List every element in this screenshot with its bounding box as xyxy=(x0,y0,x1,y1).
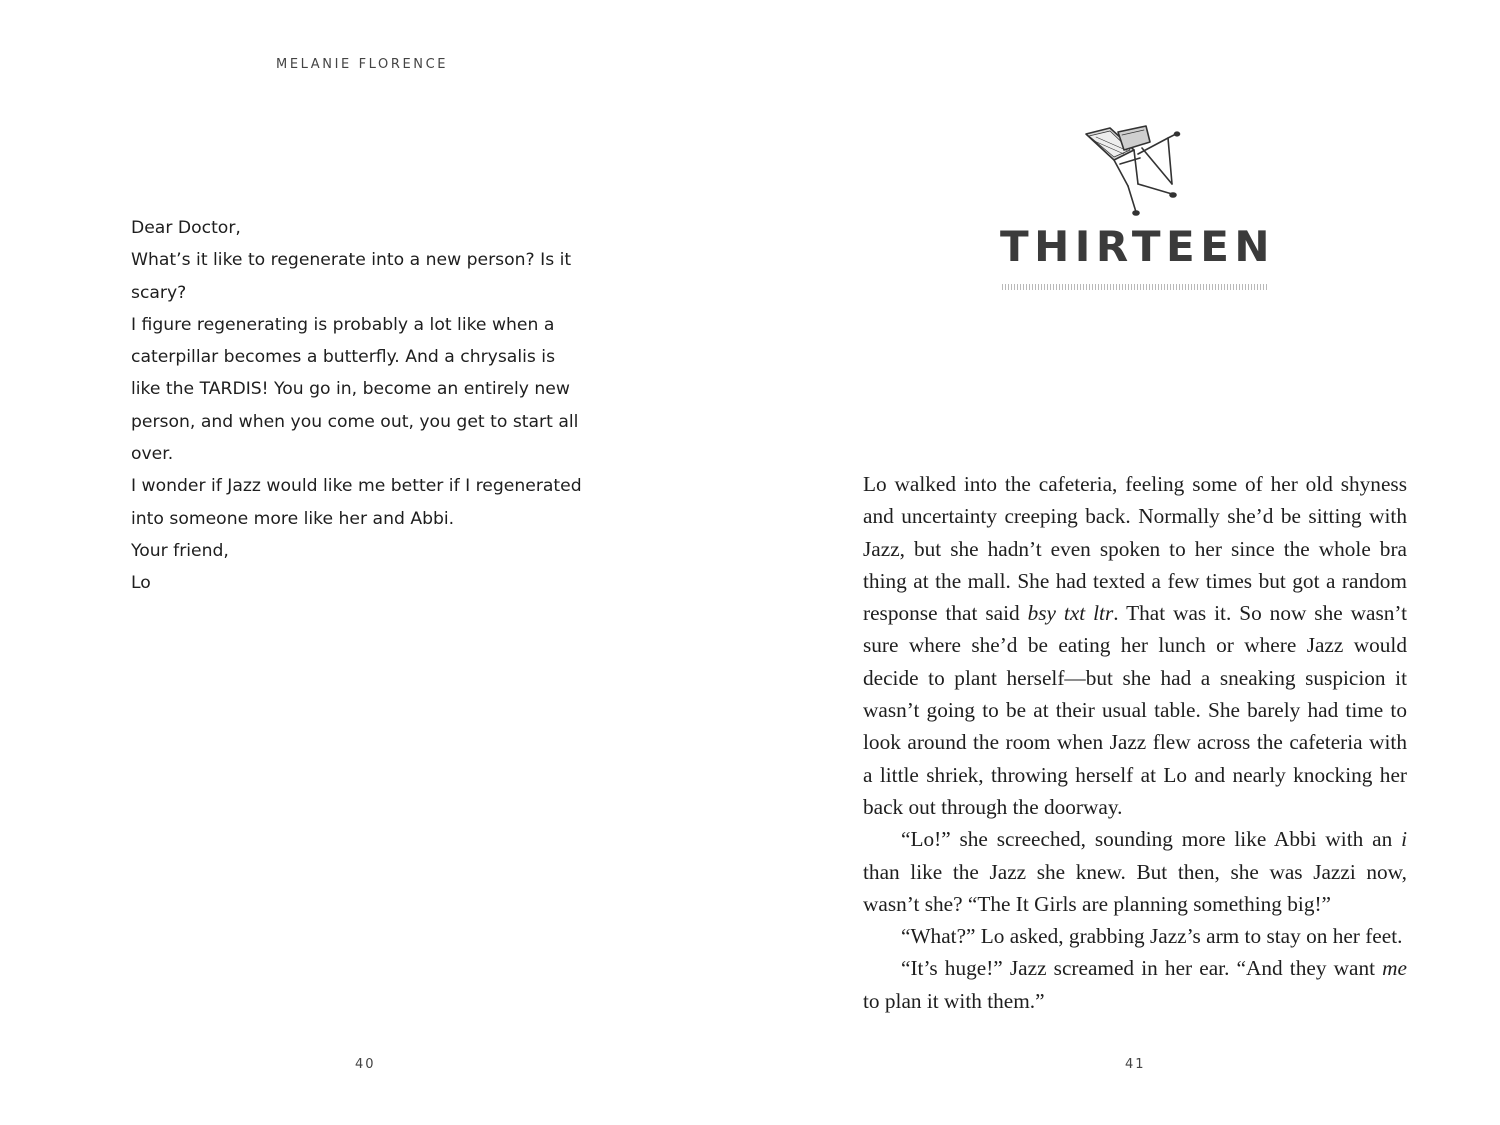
paragraph-text: . That was it. So now she wasn’t sure where she’d be eating her lunch or where Jazz would decide to plant herself—but she had a sneaking suspicion it wasn’t going to be at their usual table. She barely had time to look around the room when Jazz flew across the cafeteria with a little shriek, throwing herself at Lo and nearly knocking her back out through the doorway. xyxy=(863,601,1407,819)
letter-line: Your friend, xyxy=(131,540,229,561)
letter-line: like the TARDIS! You go in, become an entirely new xyxy=(131,379,570,400)
paragraph xyxy=(863,952,1407,1017)
letter-line: caterpillar becomes a butterfly. And a chrysalis is xyxy=(131,347,556,368)
paragraph-text: “It’s huge!” Jazz screamed in her ear. “And they want xyxy=(901,956,1383,981)
chapter-title: THIRTEEN xyxy=(1000,222,1276,271)
paragraph-text: “Lo!” she screeched, sounding more like Abbi with an xyxy=(901,827,1402,852)
paragraph-emphasis: bsy txt ltr xyxy=(1027,601,1114,626)
chapter-body xyxy=(863,468,1407,1017)
letter-line: Lo xyxy=(131,573,151,594)
paragraph: “What?” Lo asked, grabbing Jazz’s arm to stay on her feet. xyxy=(901,924,1403,949)
letter-line: I figure regenerating is probably a lot like when a xyxy=(131,314,555,335)
paragraph-text: than like the Jazz she knew. But then, she was Jazzi now, wasn’t she? “The It Girls are planning something big!” xyxy=(863,859,1407,916)
paragraph-text: to plan it with them.” xyxy=(863,988,1045,1013)
letter-line: person, and when you come out, you get to start all xyxy=(131,411,579,432)
page-number-left: 40 xyxy=(355,1057,376,1072)
page-number-right: 41 xyxy=(1125,1057,1146,1072)
letter-line: scary? xyxy=(131,282,187,303)
letter-line: I wonder if Jazz would like me better if I regenerated xyxy=(131,476,582,497)
running-head-author: MELANIE FLORENCE xyxy=(276,57,449,72)
letter-line: Dear Doctor, xyxy=(131,218,241,238)
letter-line: over. xyxy=(131,444,174,465)
right-page xyxy=(750,0,1500,1125)
letter-to-doctor xyxy=(131,212,611,600)
school-chair-icon xyxy=(1080,124,1190,220)
paragraph-emphasis: i xyxy=(1401,827,1407,852)
paragraph-text: Lo walked into the cafeteria, feeling some of her old shyness and uncertainty creeping back. Normally she’d be sitting with Jazz, but she hadn’t even spoken to her since the whole bra thing at the mall. She had texted a few times but got a random response that said xyxy=(863,472,1407,626)
letter-line: What’s it like to regenerate into a new person? Is it xyxy=(131,250,572,271)
letter-line: into someone more like her and Abbi. xyxy=(131,508,455,529)
chapter-title-rule xyxy=(1002,284,1268,290)
paragraph xyxy=(863,468,1407,823)
paragraph-emphasis: me xyxy=(1382,956,1407,981)
paragraph xyxy=(863,823,1407,920)
